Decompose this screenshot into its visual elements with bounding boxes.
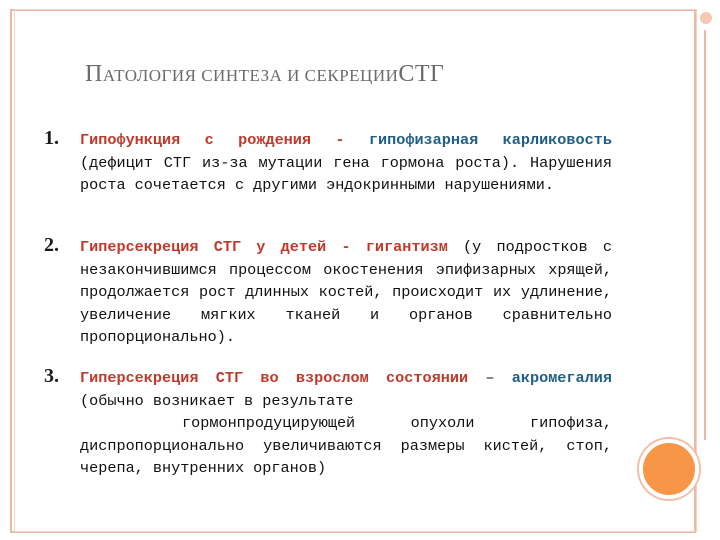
body-text: (у подростков с незакончившимся процессом окостенения эпифизарных хрящей, продолжается рост длинных костей, происходит их удлинение, увеличение мягких тканей и органов сравнительно пропорционально).: [80, 238, 613, 346]
list-item-text: [80, 367, 612, 480]
decorative-circle: [639, 439, 699, 499]
decorative-dot: [700, 12, 712, 24]
highlight-text: гипофизарная карликовость: [368, 131, 612, 149]
highlight-text: акромегалия: [511, 369, 612, 387]
title-capital: П: [85, 61, 103, 87]
body-text: (дефицит СТГ из-за мутации гена гормона роста). Нарушения роста сочетается с другими эндокринными нарушениями.: [80, 153, 612, 194]
body-text: –: [468, 369, 512, 387]
highlight-text: Гиперсекреция СТГ у детей - гигантизм: [80, 238, 448, 256]
body-text: гормонпродуцирующей опухоли гипофиза, диспропорционально увеличиваются размеры кистей, стоп, черепа, внутренних органов): [80, 414, 612, 477]
highlight-text: Гиперсекреция СТГ во взрослом состоянии: [80, 369, 469, 387]
highlight-text: Гипофункция с рождения -: [80, 131, 369, 149]
list-item-number: 1.: [44, 127, 59, 149]
title-abbreviation: СТГ: [398, 61, 445, 87]
decorative-line: [704, 30, 706, 440]
list-item-number: 2.: [44, 234, 59, 256]
slide-title: [85, 52, 444, 89]
list-item-text: [80, 129, 612, 197]
title-small-caps: АТОЛОГИЯ СИНТЕЗА И СЕКРЕЦИИ: [102, 66, 399, 85]
body-text: (обычно возникает в результате: [80, 391, 354, 410]
list-item-text: [80, 236, 612, 349]
list-item-number: 3.: [44, 365, 59, 387]
